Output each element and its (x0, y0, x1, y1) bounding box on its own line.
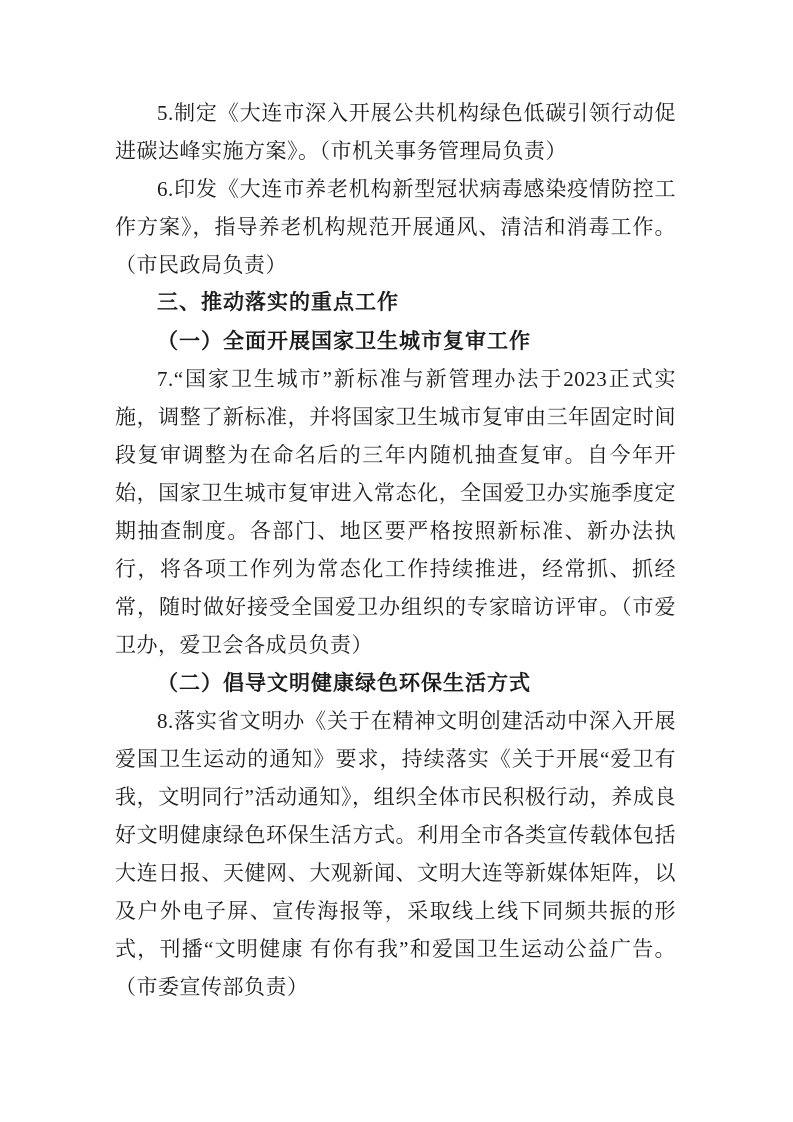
paragraph-item-8: 8.落实省文明办《关于在精神文明创建活动中深入开展爱国卫生运动的通知》要求，持续落实《关于开展“爱卫有我，文明同行”活动通知》，组织全体市民积极行动，养成良好文明健康绿色环保生活方式。利用全市各类宣传载体包括大连日报、天健网、大观新闻、文明大连等新媒体矩阵，以及户外电子屏、宣传海报等，采取线上线下同频共振的形式，刊播“文明健康 有你有我”和爱国卫生运动公益广告。（市委宣传部负责） (115, 709, 676, 999)
section-heading-3: 三、推动落实的重点工作 (157, 291, 399, 314)
subsection-heading-2: （二）倡导文明健康绿色环保生活方式 (157, 671, 531, 695)
document-body (115, 94, 676, 1006)
paragraph-item-7: 7.“国家卫生城市”新标准与新管理办法于2023正式实施，调整了新标准，并将国家卫生城市复审由三年固定时间段复审调整为在命名后的三年内随机抽查复审。自今年开始，国家卫生城市复审进入常态化，全国爱卫办实施季度定期抽查制度。各部门、地区要严格按照新标准、新办法执行，将各项工作列为常态化工作持续推进，经常抓、抓经常，随时做好接受全国爱卫办组织的专家暗访评审。（市爱卫办，爱卫会各成员负责） (115, 367, 676, 657)
paragraph-item-5: 5.制定《大连市深入开展公共机构绿色低碳引领行动促进碳达峰实施方案》。（市机关事务管理局负责） (115, 101, 676, 163)
paragraph-item-6: 6.印发《大连市养老机构新型冠状病毒感染疫情防控工作方案》，指导养老机构规范开展通风、清洁和消毒工作。（市民政局负责） (115, 177, 676, 277)
subsection-heading-1: （一）全面开展国家卫生城市复审工作 (157, 329, 531, 353)
